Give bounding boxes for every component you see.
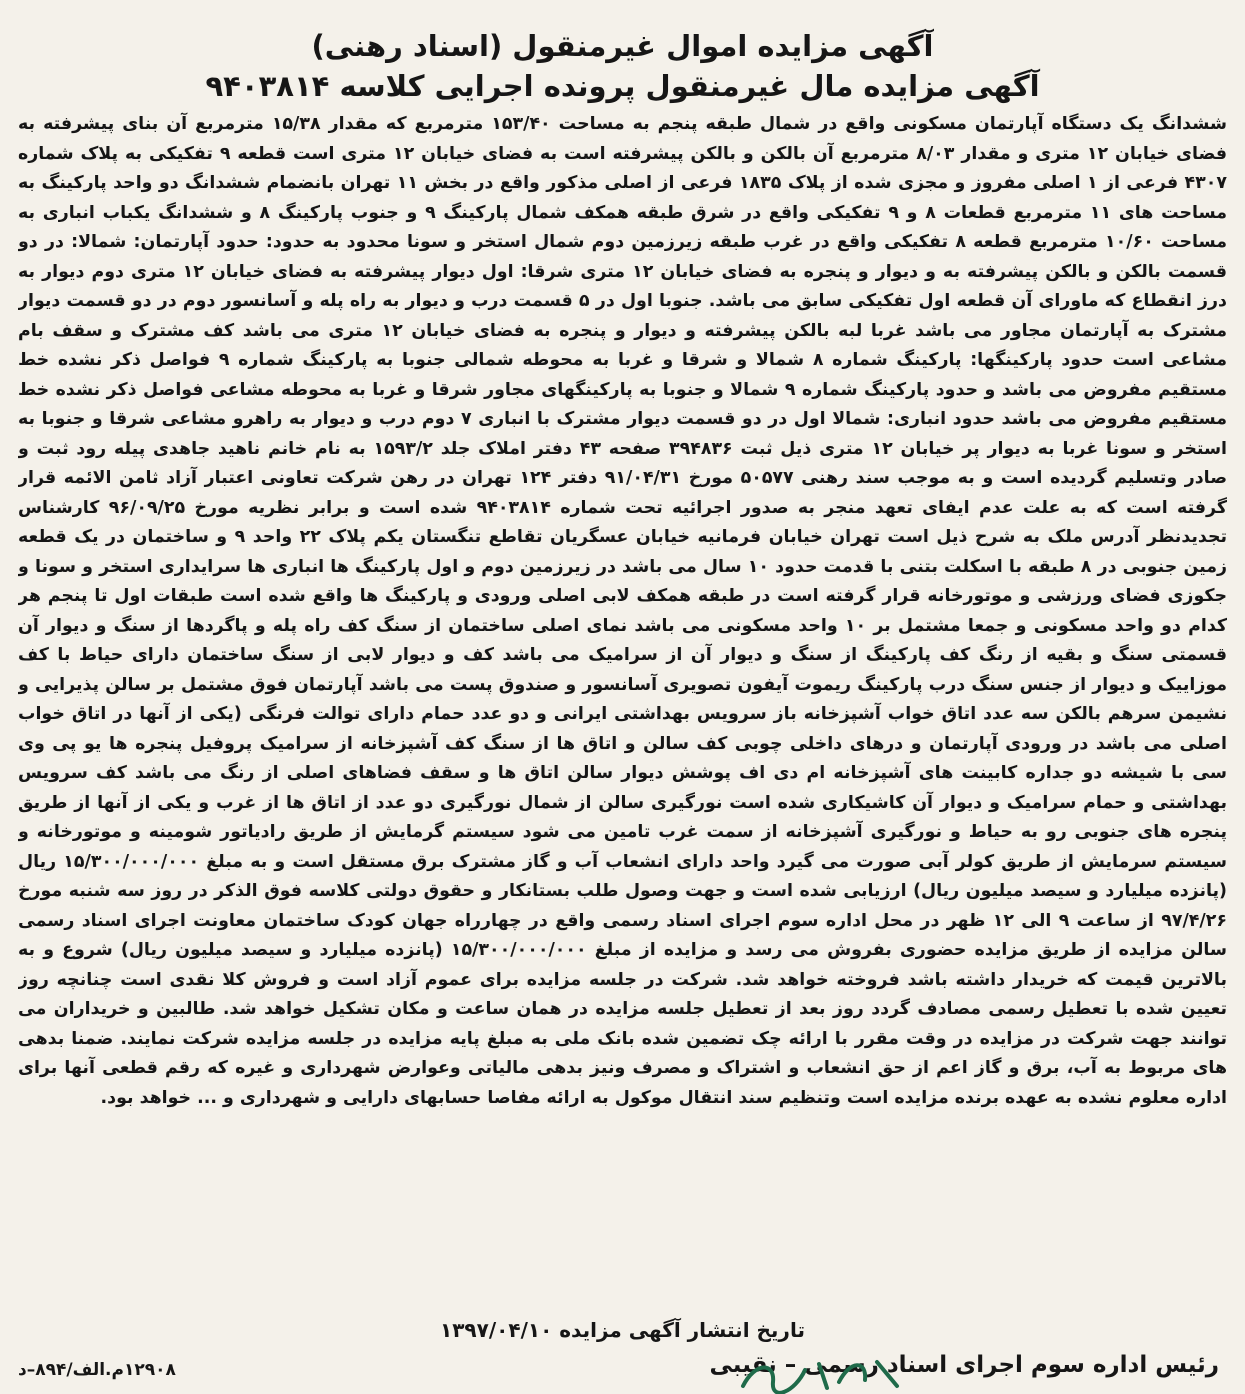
signature-line: رئیس اداره سوم اجرای اسناد رسمی – نقیبی xyxy=(709,1352,1219,1378)
notice-subtitle: آگهی مزایده مال غیرمنقول پرونده اجرایی کلاسه ۹۴۰۳۸۱۴ xyxy=(205,69,1040,103)
notice-title: آگهی مزایده اموال غیرمنقول (اسناد رهنی) xyxy=(311,29,934,63)
reference-code: ۱۲۹۰۸م.الف/۸۹۴–د xyxy=(18,1360,176,1380)
handwritten-mark-icon xyxy=(735,1352,905,1394)
publication-date: تاریخ انتشار آگهی مزایده ۱۳۹۷/۰۴/۱۰ xyxy=(440,1318,805,1342)
notice-body: ششدانگ یک دستگاه آپارتمان مسکونی واقع در شمال طبقه پنجم به مساحت ۱۵۳/۴۰ مترمربع که مقدار ۱۵/۳۸ مترمربع آن بنای پیشرفته به فضای خیابان ۱۲ متری و مقدار ۸/۰۳ مترمربع آن بالکن و بالکن پیشرفته است به فضای خیابان ۱۲ متری است قطعه ۹ تفکیکی به پلاک شماره ۴۳۰۷ فرعی از ۱ اصلی مفروز و مجزی شده از پلاک ۱۸۳۵ فرعی از اصلی مذکور واقع در بخش ۱۱ تهران بانضمام ششدانگ دو واحد پارکینگ به مساحت های ۱۱ مترمربع قطعات ۸ و ۹ تفکیکی واقع در شرق طبقه همکف شمال پارکینگ ۹ و جنوب پارکینگ ۸ و ششدانگ یکباب انباری به مساحت ۱۰/۶۰ مترمربع قطعه ۸ تفکیکی واقع در غرب طبقه زیرزمین دوم شمال استخر و سونا محدود به حدود: حدود آپارتمان: شمالا: در دو قسمت بالکن و بالکن پیشرفته به و دیوار و پنجره به فضای خیابان ۱۲ متری شرقا: اول دیوار پیشرفته به فضای خیابان ۱۲ متری دوم دیوار به درز انقطاع که ماورای آن قطعه اول تفکیکی سابق می باشد. جنوبا اول در ۵ قسمت درب و دیوار به راه پله و آسانسور دوم در دو قسمت دیوار مشترک به آپارتمان مجاور می باشد غربا لبه بالکن پیشرفته و دیوار و پنجره به فضای خیابان ۱۲ متری می باشد کف مشترک و سقف بام مشاعی است حدود پارکینگها: پارکینگ شماره ۸ شمالا و شرقا و غربا به محوطه شمالی جنوبا به پارکینگ شماره ۹ فواصل ذکر نشده خط مستقیم مفروض می باشد و حدود پارکینگ شماره ۹ شمالا و جنوبا به پارکینگهای مجاور شرقا و غربا به محوطه مشاعی فواصل ذکر نشده خط مستقیم مفروض می باشد حدود انباری: شمالا اول در دو قسمت دیوار مشترک با انباری ۷ دوم درب و دیوار به راهرو مشاعی شرقا و جنوبا به استخر و سونا غربا به دیوار پر خیابان ۱۲ متری ذیل ثبت ۳۹۴۸۳۶ صفحه ۴۳ دفتر املاک جلد ۱۵۹۳/۲ به نام خانم ناهید جاهدی پیله رود ثبت و صادر وتسلیم گردیده است و به موجب سند رهنی ۵۰۵۷۷ مورخ ۹۱/۰۴/۳۱ دفتر ۱۲۴ تهران در رهن شرکت تعاونی اعتبار آزاد ثامن الائمه قرار گرفته است که به علت عدم ایفای تعهد منجر به صدور اجرائیه تحت شماره ۹۴۰۳۸۱۴ شده است و برابر نظریه مورخ ۹۶/۰۹/۲۵ کارشناس تجدیدنظر آدرس ملک به شرح ذیل است تهران خیابان فرمانیه خیابان عسگریان تقاطع تنگستان یکم پلاک ۲۲ واحد ۹ و ساختمان در یک قطعه زمین جنوبی در ۸ طبقه با اسکلت بتنی با قدمت حدود ۱۰ سال می باشد در زیرزمین دوم و اول پارکینگ ها انباری ها سرایداری استخر و سونا و جکوزی فضای ورزشی و موتورخانه قرار گرفته است در طبقه همکف لابی اصلی ورودی و پارکینگ ها واقع شده است طبقات اول تا پنجم هر کدام دو واحد مسکونی و جمعا مشتمل بر ۱۰ واحد مسکونی می باشد نمای اصلی ساختمان از سنگ کف راه پله و پاگردها از سنگ و دیوار آن قسمتی سنگ و بقیه از رنگ کف پارکینگ از سنگ و دیوار آن از سرامیک می باشد کف و دیوار لابی از سنگ ساختمان دارای حیاط با کف موزاییک و دیوار از جنس سنگ درب پارکینگ ریموت آیفون تصویری آسانسور و صندوق پست می باشد آپارتمان فوق مشتمل بر سالن پذیرایی و نشیمن سرهم بالکن سه عدد اتاق خواب آشپزخانه باز سرویس بهداشتی ایرانی و دو عدد حمام دارای توالت فرنگی (یکی از آنها در اتاق خواب اصلی می باشد در ورودی آپارتمان و درهای داخلی چوبی کف سالن و اتاق ها از سنگ کف آشپزخانه از سرامیک پروفیل پنجره ها یو پی وی سی با شیشه دو جداره کابینت های آشپزخانه ام دی اف پوشش دیوار سالن اتاق ها و سقف فضاهای اصلی از رنگ می باشد کف سرویس بهداشتی و حمام سرامیک و دیوار آن کاشیکاری شده است نورگیری سالن از شمال نورگیری دو عدد از اتاق ها از غرب و یکی از آنها از طریق پنجره های جنوبی رو به حیاط و نورگیری آشپزخانه از سمت غرب تامین می شود سیستم گرمایش از طریق رادیاتور شومینه و موتورخانه و سیستم سرمایش از طریق کولر آبی صورت می گیرد واحد دارای انشعاب آب و گاز مشترک برق مستقل است و به مبلغ ۱۵/۳۰۰/۰۰۰/۰۰۰ ریال (پانزده میلیارد و سیصد میلیون ریال) ارزیابی شده است و جهت وصول طلب بستانکار و حقوق دولتی کلاسه فوق الذکر در روز سه شنبه مورخ ۹۷/۴/۲۶ از ساعت ۹ الی ۱۲ ظهر در محل اداره سوم اجرای اسناد رسمی واقع در چهارراه جهان کودک ساختمان معاونت اجرای اسناد رسمی سالن مزایده از طریق مزایده حضوری بفروش می رسد و مزایده از مبلغ ۱۵/۳۰۰/۰۰۰/۰۰۰ (پانزده میلیارد و سیصد میلیون ریال) شروع و به بالاترین قیمت که خریدار داشته باشد فروخته خواهد شد. شرکت در جلسه مزایده برای عموم آزاد است و فروش کلا نقدی است چنانچه روز تعیین شده با تعطیل رسمی مصادف گردد روز بعد از تعطیل جلسه مزایده در همان ساعت و مکان تشکیل خواهد شد. طالبین و خریداران می توانند جهت شرکت در مزایده در وقت مقرر با ارائه چک تضمین شده بانک ملی به مبلغ پایه مزایده در جلسه مزایده شرکت نمایند. ضمنا بدهی های مربوط به آب، برق و گاز اعم از حق انشعاب و اشتراک و مصرف ونیز بدهی مالیاتی وعوارض شهرداری و غیره که رقم قطعی آنها برای اداره معلوم نشده به عهده برنده مزایده است وتنظیم سند انتقال موکول به ارائه مفاصا حسابهای دارایی و شهرداری و ... خواهد بود. xyxy=(18,114,1227,1108)
